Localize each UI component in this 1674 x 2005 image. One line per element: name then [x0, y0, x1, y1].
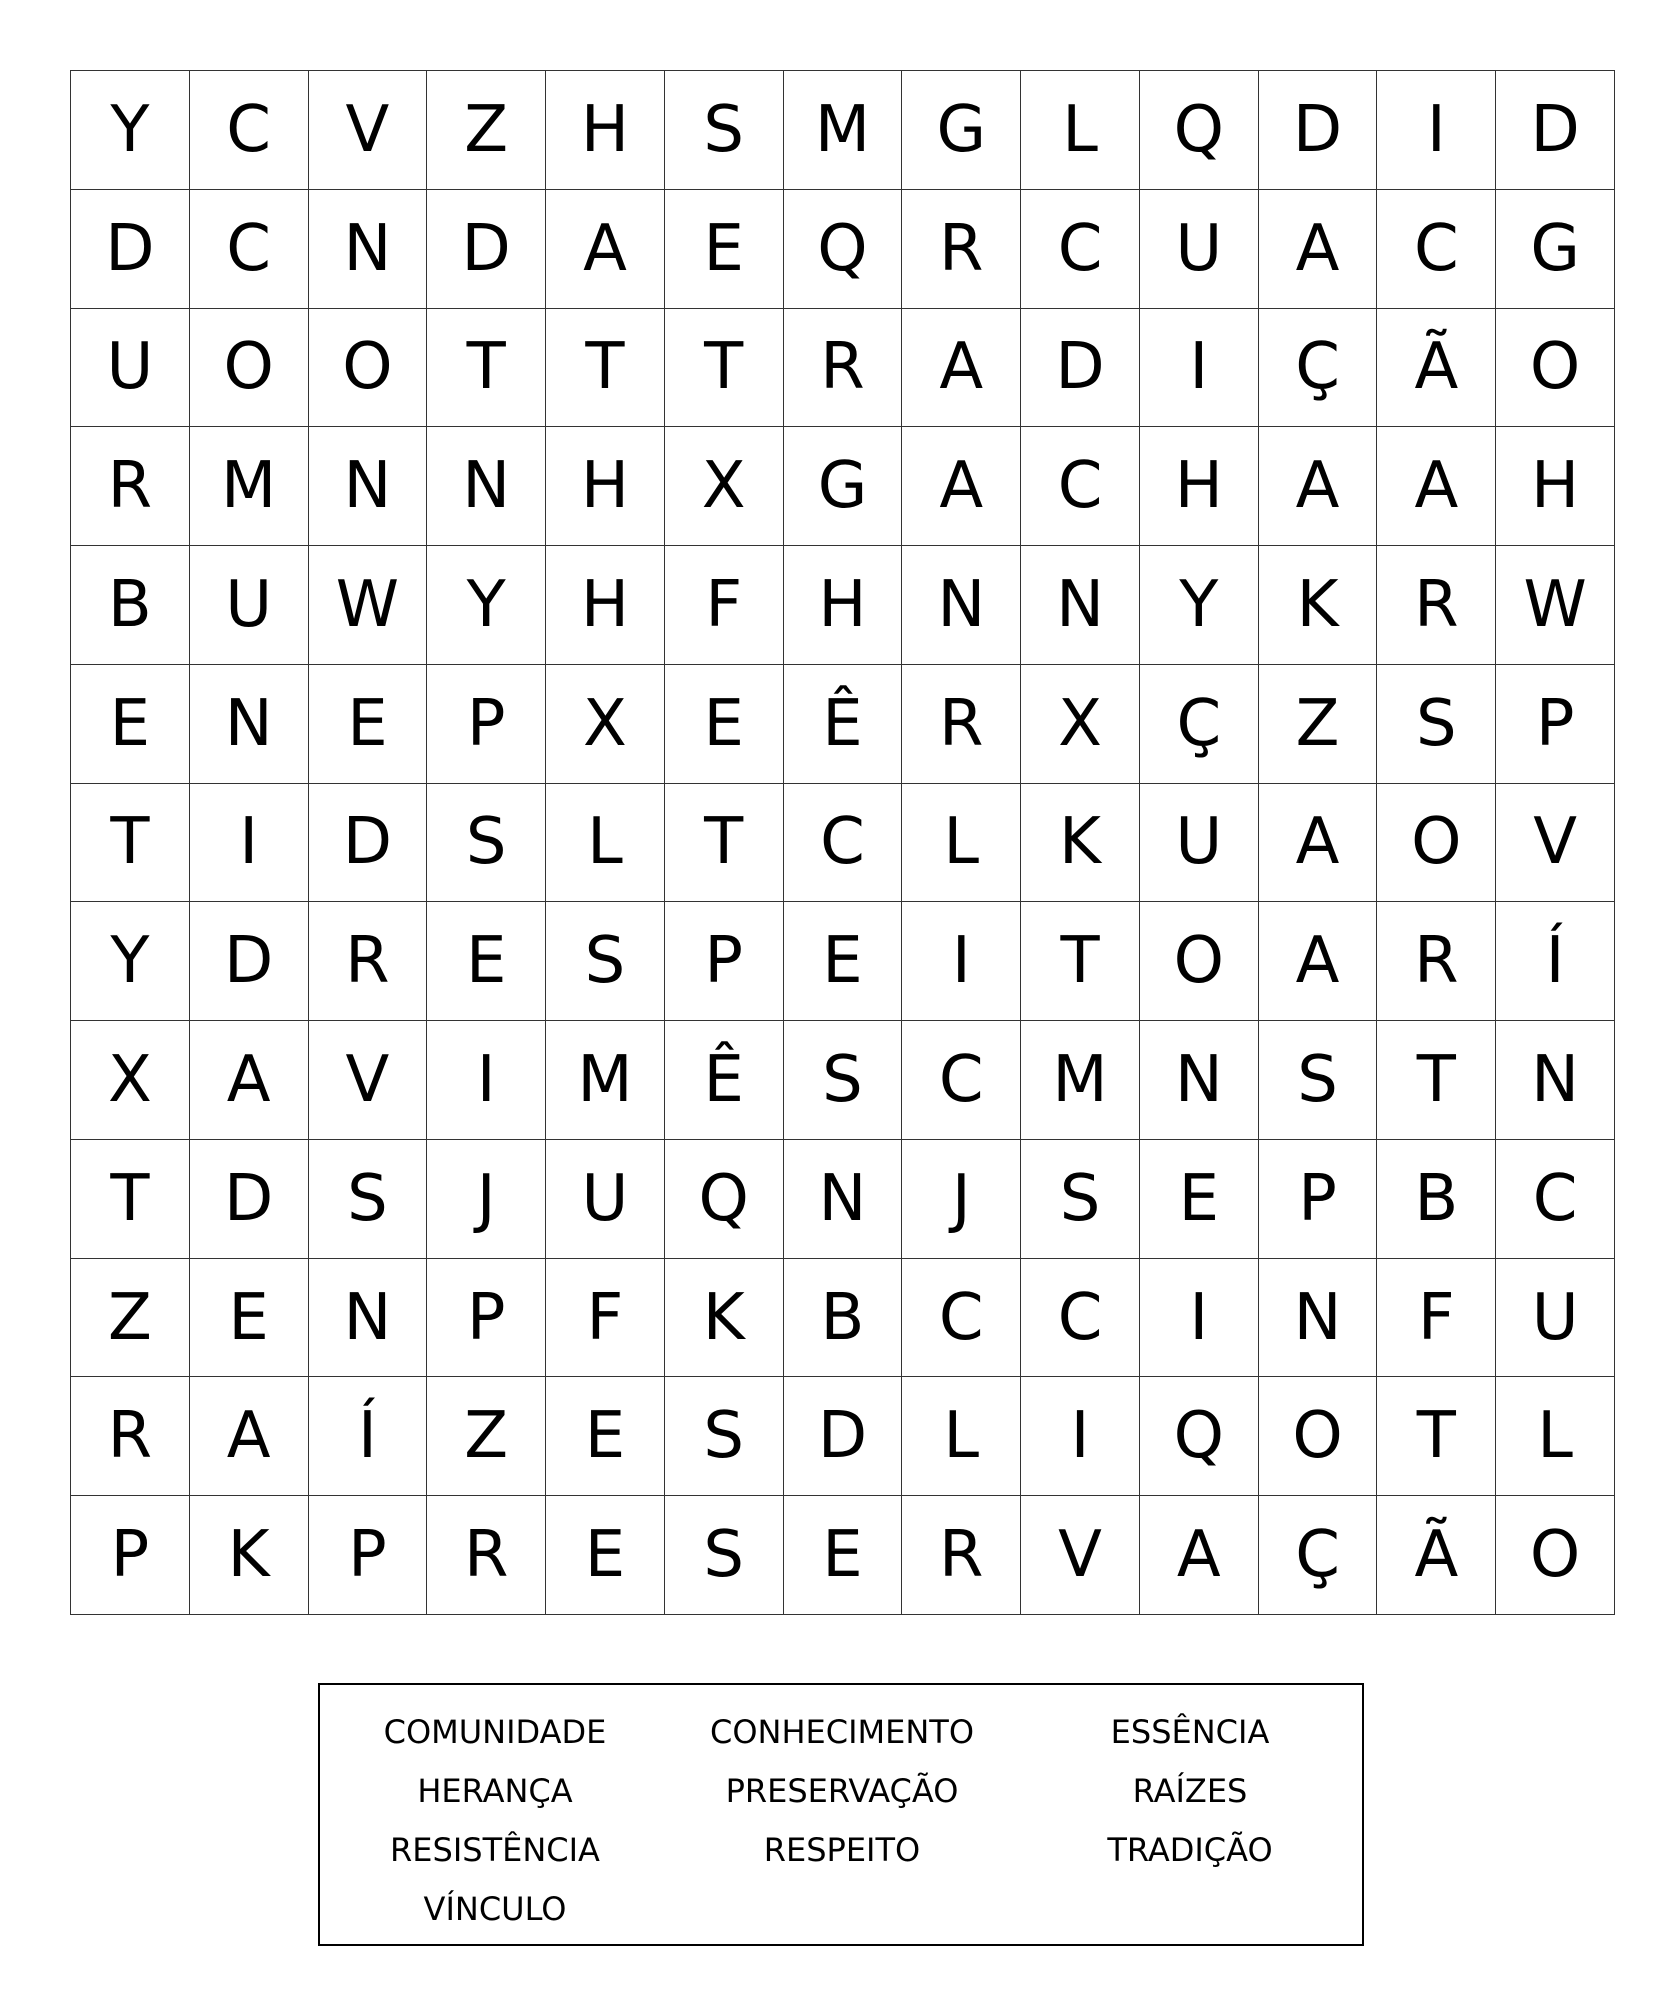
grid-cell[interactable]: J — [427, 1140, 546, 1259]
grid-cell[interactable]: T — [1021, 902, 1140, 1021]
grid-cell[interactable]: S — [665, 1496, 784, 1615]
grid-cell[interactable]: I — [1377, 71, 1496, 190]
grid-cell[interactable]: Y — [1140, 546, 1259, 665]
grid-cell[interactable]: Y — [71, 902, 190, 1021]
grid-cell[interactable]: O — [1496, 1496, 1615, 1615]
grid-cell[interactable]: O — [1259, 1377, 1378, 1496]
grid-cell[interactable]: A — [190, 1377, 309, 1496]
grid-cell[interactable]: P — [1496, 665, 1615, 784]
grid-cell[interactable]: I — [190, 784, 309, 903]
grid-cell[interactable]: A — [1377, 427, 1496, 546]
grid-cell[interactable]: Z — [1259, 665, 1378, 784]
grid-cell[interactable]: U — [546, 1140, 665, 1259]
grid-cell[interactable]: E — [190, 1259, 309, 1378]
grid-cell[interactable]: C — [1021, 427, 1140, 546]
grid-cell[interactable]: P — [309, 1496, 428, 1615]
grid-cell[interactable]: R — [902, 190, 1021, 309]
grid-cell[interactable]: U — [1496, 1259, 1615, 1378]
grid-cell[interactable]: Ê — [784, 665, 903, 784]
grid-cell[interactable]: V — [309, 1021, 428, 1140]
word-bank-word: RESPEITO — [763, 1831, 921, 1869]
grid-cell[interactable]: S — [1259, 1021, 1378, 1140]
grid-cell[interactable]: A — [1259, 784, 1378, 903]
word-bank-word: COMUNIDADE — [383, 1713, 607, 1751]
grid-cell[interactable]: A — [1140, 1496, 1259, 1615]
grid-cell[interactable]: N — [309, 1259, 428, 1378]
grid-cell[interactable]: H — [1140, 427, 1259, 546]
grid-cell[interactable]: K — [1021, 784, 1140, 903]
grid-cell[interactable]: N — [1021, 546, 1140, 665]
grid-cell[interactable]: F — [665, 546, 784, 665]
grid-cell[interactable]: E — [546, 1377, 665, 1496]
grid-cell[interactable]: G — [902, 71, 1021, 190]
grid-cell[interactable]: D — [309, 784, 428, 903]
grid-cell[interactable]: P — [427, 665, 546, 784]
grid-cell[interactable]: M — [546, 1021, 665, 1140]
grid-cell[interactable]: R — [902, 665, 1021, 784]
grid-cell[interactable]: O — [1377, 784, 1496, 903]
grid-cell[interactable]: Ê — [665, 1021, 784, 1140]
grid-cell[interactable]: R — [427, 1496, 546, 1615]
grid-cell[interactable]: Q — [665, 1140, 784, 1259]
grid-cell[interactable]: N — [902, 546, 1021, 665]
grid-cell[interactable]: T — [71, 1140, 190, 1259]
grid-cell[interactable]: O — [1140, 902, 1259, 1021]
word-bank-word: ESSÊNCIA — [1110, 1713, 1270, 1751]
grid-cell[interactable]: A — [1259, 427, 1378, 546]
grid-cell[interactable]: T — [1377, 1377, 1496, 1496]
grid-cell[interactable]: C — [902, 1259, 1021, 1378]
grid-cell[interactable]: Ã — [1377, 1496, 1496, 1615]
word-bank-word: RESISTÊNCIA — [390, 1831, 600, 1869]
grid-cell[interactable]: I — [1140, 309, 1259, 428]
grid-cell[interactable]: E — [71, 665, 190, 784]
grid-cell[interactable]: C — [1496, 1140, 1615, 1259]
grid-cell[interactable]: L — [1021, 71, 1140, 190]
grid-cell[interactable]: Ã — [1377, 309, 1496, 428]
grid-cell[interactable]: A — [902, 427, 1021, 546]
grid-cell[interactable]: Í — [309, 1377, 428, 1496]
grid-cell[interactable]: C — [1377, 190, 1496, 309]
grid-cell[interactable]: P — [1259, 1140, 1378, 1259]
grid-cell[interactable]: Q — [1140, 71, 1259, 190]
grid-cell[interactable]: Ç — [1140, 665, 1259, 784]
grid-cell[interactable]: Q — [1140, 1377, 1259, 1496]
grid-cell[interactable]: Í — [1496, 902, 1615, 1021]
grid-cell[interactable]: Z — [71, 1259, 190, 1378]
grid-cell[interactable]: X — [665, 427, 784, 546]
grid-cell[interactable]: J — [902, 1140, 1021, 1259]
grid-cell[interactable]: E — [665, 190, 784, 309]
grid-cell[interactable]: D — [1259, 71, 1378, 190]
grid-cell[interactable]: B — [784, 1259, 903, 1378]
grid-cell[interactable]: S — [546, 902, 665, 1021]
grid-cell[interactable]: R — [1377, 546, 1496, 665]
grid-cell[interactable]: M — [1021, 1021, 1140, 1140]
grid-cell[interactable]: R — [309, 902, 428, 1021]
grid-cell[interactable]: U — [190, 546, 309, 665]
grid-cell[interactable]: S — [665, 71, 784, 190]
grid-cell[interactable]: R — [71, 1377, 190, 1496]
grid-cell[interactable]: T — [1377, 1021, 1496, 1140]
grid-cell[interactable]: S — [1377, 665, 1496, 784]
grid-cell[interactable]: S — [309, 1140, 428, 1259]
grid-cell[interactable]: E — [1140, 1140, 1259, 1259]
grid-cell[interactable]: O — [1496, 309, 1615, 428]
grid-cell[interactable]: D — [71, 190, 190, 309]
word-bank-column-3 — [1020, 1703, 1360, 1880]
grid-cell[interactable]: T — [665, 309, 784, 428]
grid-cell[interactable]: O — [190, 309, 309, 428]
grid-cell[interactable]: H — [784, 546, 903, 665]
grid-cell[interactable]: E — [665, 665, 784, 784]
grid-cell[interactable]: G — [1496, 190, 1615, 309]
grid-cell[interactable]: E — [784, 1496, 903, 1615]
grid-cell[interactable]: I — [1021, 1377, 1140, 1496]
grid-cell[interactable]: Y — [71, 71, 190, 190]
grid-cell[interactable]: N — [1496, 1021, 1615, 1140]
word-bank-word: TRADIÇÃO — [1107, 1831, 1273, 1869]
grid-cell[interactable]: C — [190, 71, 309, 190]
grid-cell[interactable]: C — [1021, 190, 1140, 309]
grid-cell[interactable]: T — [427, 309, 546, 428]
grid-cell[interactable]: W — [1496, 546, 1615, 665]
grid-cell[interactable]: X — [71, 1021, 190, 1140]
grid-cell[interactable]: E — [546, 1496, 665, 1615]
grid-cell[interactable]: N — [190, 665, 309, 784]
grid-cell[interactable]: I — [1140, 1259, 1259, 1378]
grid-cell[interactable]: H — [546, 71, 665, 190]
grid-cell[interactable]: F — [1377, 1259, 1496, 1378]
grid-cell[interactable]: V — [309, 71, 428, 190]
grid-cell[interactable]: L — [1496, 1377, 1615, 1496]
grid-cell[interactable]: A — [1259, 190, 1378, 309]
grid-cell[interactable]: H — [546, 427, 665, 546]
word-bank-word: HERANÇA — [417, 1772, 573, 1810]
grid-cell[interactable]: Q — [784, 190, 903, 309]
grid-cell[interactable]: S — [1021, 1140, 1140, 1259]
word-bank-column-1 — [325, 1703, 665, 1939]
grid-cell[interactable]: D — [427, 190, 546, 309]
word-bank — [318, 1683, 1364, 1946]
word-bank-word: CONHECIMENTO — [709, 1713, 975, 1751]
grid-cell[interactable]: I — [427, 1021, 546, 1140]
grid-cell[interactable]: B — [71, 546, 190, 665]
grid-cell[interactable]: V — [1021, 1496, 1140, 1615]
grid-cell[interactable]: U — [71, 309, 190, 428]
grid-cell[interactable]: K — [665, 1259, 784, 1378]
grid-cell[interactable]: A — [190, 1021, 309, 1140]
grid-cell[interactable]: Y — [427, 546, 546, 665]
grid-cell[interactable]: K — [190, 1496, 309, 1615]
grid-cell[interactable]: C — [902, 1021, 1021, 1140]
grid-cell[interactable]: R — [902, 1496, 1021, 1615]
grid-cell[interactable]: L — [902, 1377, 1021, 1496]
grid-cell[interactable]: C — [784, 784, 903, 903]
grid-cell[interactable]: P — [665, 902, 784, 1021]
grid-cell[interactable]: H — [546, 546, 665, 665]
grid-cell[interactable]: N — [427, 427, 546, 546]
grid-cell[interactable]: U — [1140, 190, 1259, 309]
grid-cell[interactable]: D — [190, 1140, 309, 1259]
grid-cell[interactable]: B — [1377, 1140, 1496, 1259]
grid-cell[interactable]: R — [71, 427, 190, 546]
grid-cell[interactable]: Z — [427, 71, 546, 190]
grid-cell[interactable]: D — [1021, 309, 1140, 428]
grid-cell[interactable]: E — [427, 902, 546, 1021]
grid-cell[interactable]: Ç — [1259, 309, 1378, 428]
grid-cell[interactable]: A — [546, 190, 665, 309]
grid-cell[interactable]: A — [1259, 902, 1378, 1021]
grid-cell[interactable]: M — [190, 427, 309, 546]
grid-cell[interactable]: D — [784, 1377, 903, 1496]
grid-cell[interactable]: Z — [427, 1377, 546, 1496]
grid-cell[interactable]: N — [1140, 1021, 1259, 1140]
grid-cell[interactable]: E — [309, 665, 428, 784]
word-bank-column-2 — [672, 1703, 1012, 1880]
grid-cell[interactable]: V — [1496, 784, 1615, 903]
grid-cell[interactable]: K — [1259, 546, 1378, 665]
grid-cell[interactable]: N — [1259, 1259, 1378, 1378]
word-bank-word: VÍNCULO — [423, 1890, 567, 1928]
grid-cell[interactable]: R — [1377, 902, 1496, 1021]
grid-cell[interactable]: T — [546, 309, 665, 428]
grid-cell[interactable]: G — [784, 427, 903, 546]
grid-cell[interactable]: Ç — [1259, 1496, 1378, 1615]
grid-cell[interactable]: O — [309, 309, 428, 428]
grid-cell[interactable]: C — [190, 190, 309, 309]
grid-cell[interactable]: A — [902, 309, 1021, 428]
grid-cell[interactable]: F — [546, 1259, 665, 1378]
grid-cell[interactable]: D — [1496, 71, 1615, 190]
grid-cell[interactable]: U — [1140, 784, 1259, 903]
grid-cell[interactable]: S — [784, 1021, 903, 1140]
word-bank-word: RAÍZES — [1132, 1772, 1248, 1810]
word-search-grid — [70, 70, 1615, 1615]
grid-cell[interactable]: P — [427, 1259, 546, 1378]
grid-cell[interactable]: P — [71, 1496, 190, 1615]
grid-cell[interactable]: L — [902, 784, 1021, 903]
grid-cell[interactable]: E — [784, 902, 903, 1021]
grid-cell[interactable]: N — [309, 190, 428, 309]
grid-cell[interactable]: W — [309, 546, 428, 665]
grid-cell[interactable]: N — [784, 1140, 903, 1259]
grid-cell[interactable]: L — [546, 784, 665, 903]
grid-cell[interactable]: D — [190, 902, 309, 1021]
grid-cell[interactable]: X — [546, 665, 665, 784]
grid-cell[interactable]: S — [427, 784, 546, 903]
grid-cell[interactable]: T — [665, 784, 784, 903]
word-bank-word: PRESERVAÇÃO — [725, 1772, 959, 1810]
grid-cell[interactable]: M — [784, 71, 903, 190]
grid-cell[interactable]: I — [902, 902, 1021, 1021]
grid-cell[interactable]: H — [1496, 427, 1615, 546]
grid-cell[interactable]: N — [309, 427, 428, 546]
grid-cell[interactable]: T — [71, 784, 190, 903]
grid-cell[interactable]: C — [1021, 1259, 1140, 1378]
grid-cell[interactable]: X — [1021, 665, 1140, 784]
grid-cell[interactable]: S — [665, 1377, 784, 1496]
grid-cell[interactable]: R — [784, 309, 903, 428]
